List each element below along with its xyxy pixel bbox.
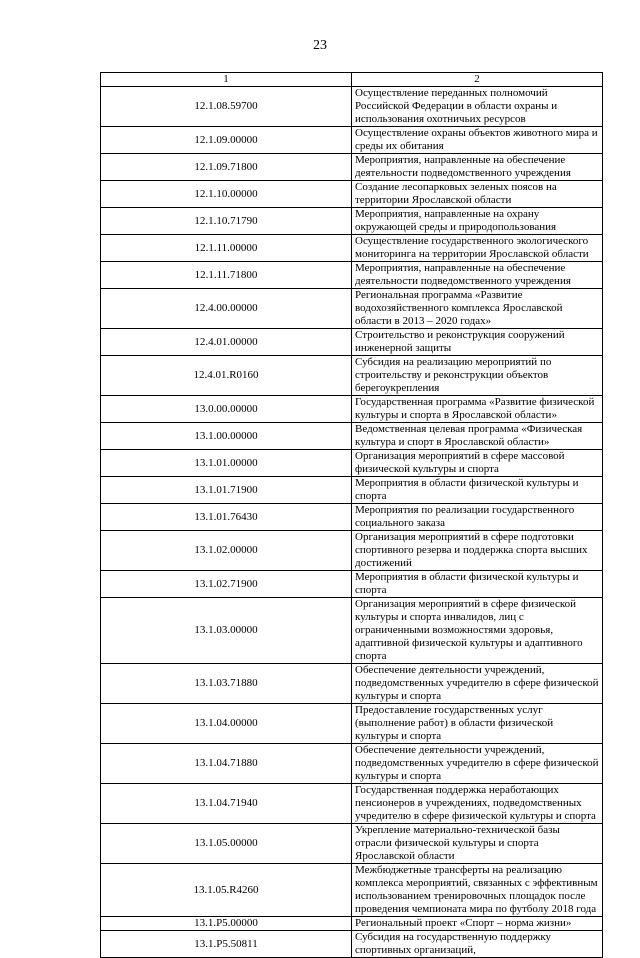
row-description: Региональная программа «Развитие водохозяйственного комплекса Ярославской области в 2013 – 2020 годах» — [352, 289, 603, 329]
row-code: 13.1.05.R4260 — [101, 864, 352, 917]
row-description: Государственная программа «Развитие физической культуры и спорта в Ярославской области» — [352, 396, 603, 423]
row-code: 12.1.08.59700 — [101, 87, 352, 127]
table-row — [101, 181, 603, 208]
table-row — [101, 931, 603, 958]
table-row — [101, 571, 603, 598]
row-code: 12.4.01.00000 — [101, 329, 352, 356]
row-code: 13.1.04.00000 — [101, 704, 352, 744]
table-row — [101, 262, 603, 289]
row-code: 13.1.00.00000 — [101, 423, 352, 450]
row-code: 13.0.00.00000 — [101, 396, 352, 423]
row-description: Мероприятия, направленные на обеспечение деятельности подведомственного учреждения — [352, 154, 603, 181]
row-description: Обеспечение деятельности учреждений, подведомственных учредителю в сфере физической культуры и спорта — [352, 664, 603, 704]
table-row — [101, 356, 603, 396]
row-description: Мероприятия в области физической культуры и спорта — [352, 477, 603, 504]
row-description: Осуществление переданных полномочий Российской Федерации в области охраны и использования охотничьих ресурсов — [352, 87, 603, 127]
table-row — [101, 664, 603, 704]
row-description: Укрепление материально-технической базы отрасли физической культуры и спорта Ярославской области — [352, 824, 603, 864]
table-row — [101, 704, 603, 744]
row-code: 13.1.02.00000 — [101, 531, 352, 571]
row-description: Ведомственная целевая программа «Физическая культура и спорт в Ярославской области» — [352, 423, 603, 450]
row-description: Мероприятия в области физической культуры и спорта — [352, 571, 603, 598]
table-row — [101, 917, 603, 931]
table-row — [101, 450, 603, 477]
row-description: Организация мероприятий в сфере подготовки спортивного резерва и поддержка спорта высших достижений — [352, 531, 603, 571]
table-row — [101, 598, 603, 664]
row-description: Предоставление государственных услуг (выполнение работ) в области физической культуры и спорта — [352, 704, 603, 744]
budget-code-table — [100, 72, 603, 958]
row-code: 13.1.P5.00000 — [101, 917, 352, 931]
table-header-row — [101, 73, 603, 87]
row-description: Организация мероприятий в сфере массовой физической культуры и спорта — [352, 450, 603, 477]
row-code: 12.1.09.00000 — [101, 127, 352, 154]
row-description: Субсидия на реализацию мероприятий по строительству и реконструкции объектов берегоукрепления — [352, 356, 603, 396]
row-description: Мероприятия, направленные на охрану окружающей среды и природопользования — [352, 208, 603, 235]
row-code: 13.1.05.00000 — [101, 824, 352, 864]
row-description: Строительство и реконструкция сооружений инженерной защиты — [352, 329, 603, 356]
row-description: Осуществление государственного экологического мониторинга на территории Ярославской области — [352, 235, 603, 262]
row-code: 12.1.09.71800 — [101, 154, 352, 181]
table-row — [101, 824, 603, 864]
table-row — [101, 744, 603, 784]
row-code: 13.1.01.71900 — [101, 477, 352, 504]
table-row — [101, 504, 603, 531]
row-code: 12.1.11.00000 — [101, 235, 352, 262]
row-description: Субсидия на государственную поддержку спортивных организаций, — [352, 931, 603, 958]
row-description: Мероприятия, направленные на обеспечение деятельности подведомственного учреждения — [352, 262, 603, 289]
row-code: 13.1.04.71940 — [101, 784, 352, 824]
table-row — [101, 235, 603, 262]
table-row — [101, 477, 603, 504]
row-code: 12.4.01.R0160 — [101, 356, 352, 396]
row-description: Обеспечение деятельности учреждений, подведомственных учредителю в сфере физической культуры и спорта — [352, 744, 603, 784]
row-code: 13.1.01.00000 — [101, 450, 352, 477]
row-code: 13.1.P5.50811 — [101, 931, 352, 958]
page-number: 23 — [313, 38, 327, 53]
row-code: 12.1.10.71790 — [101, 208, 352, 235]
row-description: Межбюджетные трансферты на реализацию комплекса мероприятий, связанных с эффективным использованием тренировочных площадок после проведения чемпионата мира по футболу 2018 года — [352, 864, 603, 917]
table-row — [101, 289, 603, 329]
table-row — [101, 208, 603, 235]
row-code: 13.1.04.71880 — [101, 744, 352, 784]
row-description: Создание лесопарковых зеленых поясов на территории Ярославской области — [352, 181, 603, 208]
row-code: 13.1.02.71900 — [101, 571, 352, 598]
row-code: 13.1.03.71880 — [101, 664, 352, 704]
row-code: 13.1.01.76430 — [101, 504, 352, 531]
table-row — [101, 127, 603, 154]
table-row — [101, 87, 603, 127]
table-row — [101, 531, 603, 571]
row-code: 12.1.10.00000 — [101, 181, 352, 208]
table-body — [101, 87, 603, 958]
row-description: Осуществление охраны объектов животного мира и среды их обитания — [352, 127, 603, 154]
row-code: 13.1.03.00000 — [101, 598, 352, 664]
table-row — [101, 864, 603, 917]
table-row — [101, 329, 603, 356]
column-header-code: 1 — [101, 73, 352, 87]
table-row — [101, 154, 603, 181]
row-description: Мероприятия по реализации государственного социального заказа — [352, 504, 603, 531]
table-row — [101, 423, 603, 450]
table-row — [101, 396, 603, 423]
row-description: Региональный проект «Спорт – норма жизни» — [352, 917, 603, 931]
row-description: Государственная поддержка неработающих пенсионеров в учреждениях, подведомственных учредителю в сфере физической культуры и спорта — [352, 784, 603, 824]
row-description: Организация мероприятий в сфере физической культуры и спорта инвалидов, лиц с ограниченными возможностями здоровья, адаптивной физической культуры и адаптивного спорта — [352, 598, 603, 664]
row-code: 12.1.11.71800 — [101, 262, 352, 289]
row-code: 12.4.00.00000 — [101, 289, 352, 329]
column-header-description: 2 — [352, 73, 603, 87]
table-row — [101, 784, 603, 824]
